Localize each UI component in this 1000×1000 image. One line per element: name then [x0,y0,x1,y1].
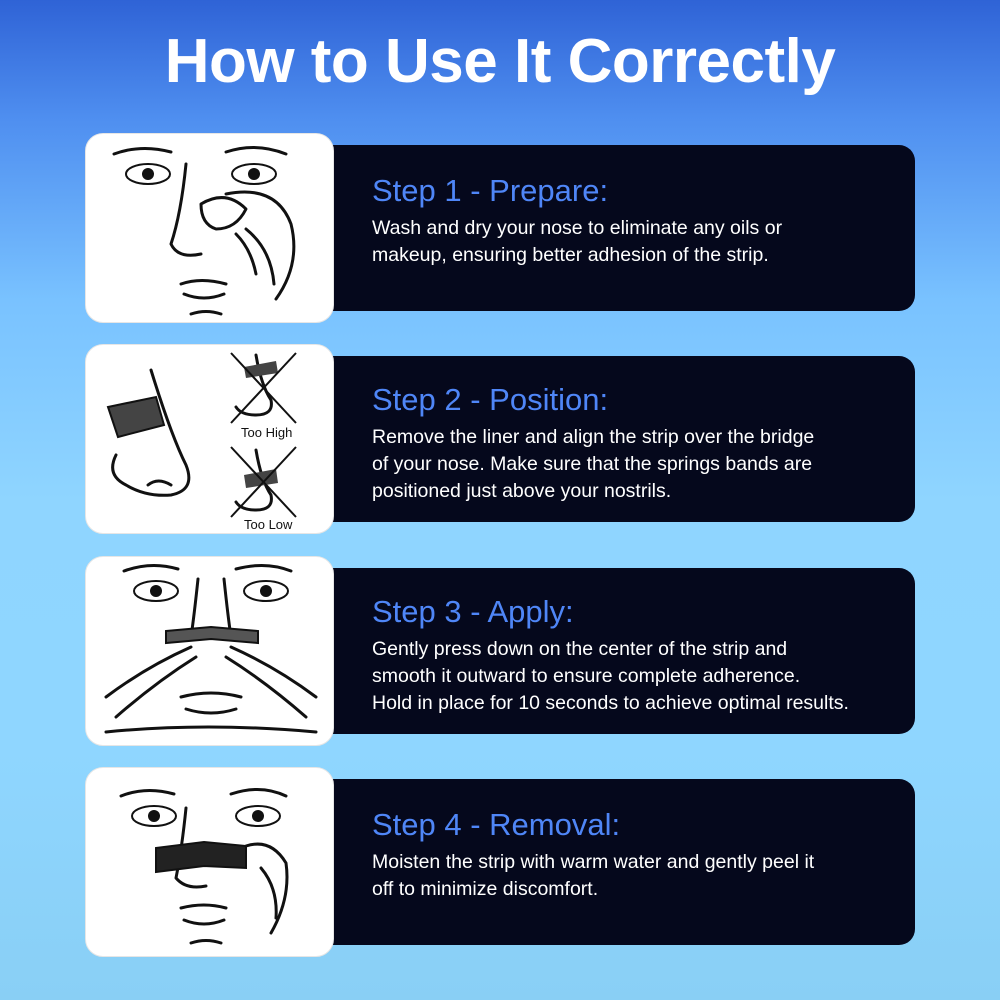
step-card-apply [85,556,915,746]
description-line: Remove the liner and align the strip over the bridge [372,426,815,448]
step-card-removal [85,767,915,957]
step-description [372,849,902,903]
step-description [372,424,902,505]
page-title: How to Use It Correctly [164,27,836,96]
nose-strip-position-icon [85,344,334,534]
face-wiping-nose-icon [85,133,334,323]
step-heading: Step 2 - Position: [372,382,609,417]
description-line: of your nose. Make sure that the springs bands are [372,453,813,475]
step-card-prepare [85,133,915,323]
description-line: Gently press down on the center of the strip and [372,638,788,660]
step-description [372,636,902,717]
face-peeling-strip-icon [85,767,334,957]
description-line: Hold in place for 10 seconds to achieve optimal results. [372,692,849,714]
too-low-label: Too Low [244,517,293,532]
description-line: Wash and dry your nose to eliminate any oils or [372,217,783,239]
description-line: makeup, ensuring better adhesion of the strip. [372,244,769,266]
description-line: positioned just above your nostrils. [372,480,672,502]
description-line: smooth it outward to ensure complete adherence. [372,665,801,687]
step-heading: Step 4 - Removal: [372,807,621,842]
step-description [372,215,902,269]
description-line: Moisten the strip with warm water and gently peel it [372,851,815,873]
step-heading: Step 1 - Prepare: [372,173,609,208]
too-high-label: Too High [241,425,293,440]
step-heading: Step 3 - Apply: [372,594,574,629]
face-pressing-strip-icon [85,556,334,746]
description-line: off to minimize discomfort. [372,878,599,900]
step-card-position [85,344,915,534]
